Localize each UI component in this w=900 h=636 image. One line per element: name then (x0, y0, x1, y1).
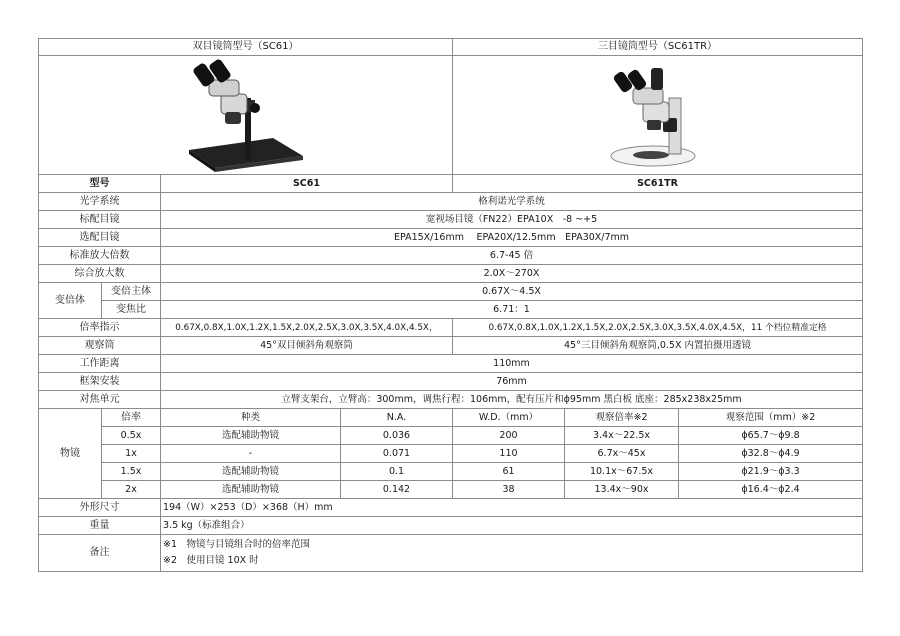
observation-tube-label: 观察筒 (39, 337, 161, 355)
objective-obs-mag: 10.1x～67.5x (565, 463, 679, 481)
objective-wd: 61 (453, 463, 565, 481)
objective-type: 选配辅助物镜 (161, 427, 341, 445)
weight-label: 重量 (39, 517, 161, 535)
notes-value (161, 535, 863, 572)
objective-wd: 38 (453, 481, 565, 499)
total-magnification-value: 2.0X～270X (161, 265, 863, 283)
objective-na: 0.071 (341, 445, 453, 463)
table-row (39, 463, 863, 481)
objective-type: - (161, 445, 341, 463)
zoom-ratio-label: 变焦比 (102, 301, 161, 319)
objective-mag: 1.5x (102, 463, 161, 481)
binocular-microscope-image (181, 58, 311, 172)
objective-obs-range: ϕ21.9～ϕ3.3 (679, 463, 863, 481)
zoom-main-value: 0.67X～4.5X (161, 283, 863, 301)
note-2: ※2 使用目镜 10X 时 (163, 555, 259, 566)
zoom-body-label: 变倍体 (39, 283, 102, 319)
table-row (39, 481, 863, 499)
zoom-main-label: 变倍主体 (102, 283, 161, 301)
objective-mag: 0.5x (102, 427, 161, 445)
objective-obs-range: ϕ16.4～ϕ2.4 (679, 481, 863, 499)
std-eyepiece-value: 宽视场目镜（FN22）EPA10X -8 ~+5 (161, 211, 863, 229)
working-distance-label: 工作距离 (39, 355, 161, 373)
objective-na: 0.1 (341, 463, 453, 481)
opt-eyepiece-value: EPA15X/16mm EPA20X/12.5mm EPA30X/7mm (161, 229, 863, 247)
objective-col-na: N.A. (341, 409, 453, 427)
focus-unit-label: 对焦单元 (39, 391, 161, 409)
note-1: ※1 物镜与目镜组合时的倍率范围 (163, 539, 311, 550)
objective-mag: 2x (102, 481, 161, 499)
model-label: 型号 (39, 175, 161, 193)
objective-obs-mag: 6.7x～45x (565, 445, 679, 463)
std-magnification-value: 6.7-45 倍 (161, 247, 863, 265)
table-row (39, 427, 863, 445)
objective-col-obs-range: 观察范围（mm）※2 (679, 409, 863, 427)
dimensions-label: 外形尺寸 (39, 499, 161, 517)
frame-mount-value: 76mm (161, 373, 863, 391)
optical-system-label: 光学系统 (39, 193, 161, 211)
objective-col-type: 种类 (161, 409, 341, 427)
objective-wd: 200 (453, 427, 565, 445)
trinocular-image-cell (453, 56, 863, 175)
opt-eyepiece-label: 选配目镜 (39, 229, 161, 247)
binocular-model-title: 双目镜筒型号（SC61） (39, 39, 453, 56)
binocular-image-cell (39, 56, 453, 175)
objective-na: 0.142 (341, 481, 453, 499)
objective-col-wd: W.D.（mm） (453, 409, 565, 427)
objective-type: 选配辅助物镜 (161, 481, 341, 499)
observation-tube-sc61tr: 45°三目倾斜角观察筒,0.5X 内置拍摄用透镜 (453, 337, 863, 355)
model-value-sc61: SC61 (161, 175, 453, 193)
spec-table (38, 38, 863, 572)
objective-obs-mag: 3.4x～22.5x (565, 427, 679, 445)
optical-system-value: 格利诺光学系统 (161, 193, 863, 211)
objective-col-mag: 倍率 (102, 409, 161, 427)
objective-obs-range: ϕ65.7～ϕ9.8 (679, 427, 863, 445)
total-magnification-label: 综合放大数 (39, 265, 161, 283)
objective-wd: 110 (453, 445, 565, 463)
working-distance-value: 110mm (161, 355, 863, 373)
trinocular-model-title: 三目镜筒型号（SC61TR） (453, 39, 863, 56)
weight-value: 3.5 kg（标准组合） (161, 517, 863, 535)
mag-indicator-sc61: 0.67X,0.8X,1.0X,1.2X,1.5X,2.0X,2.5X,3.0X,3.5X,4.0X,4.5X， (161, 319, 453, 337)
objective-label: 物镜 (39, 409, 102, 499)
notes-label: 备注 (39, 535, 161, 572)
focus-unit-value: 立臂支架台，立臂高：300mm，调焦行程：106mm，配有压片和ϕ95mm 黑白板 底座：285x238x25mm (161, 391, 863, 409)
std-eyepiece-label: 标配目镜 (39, 211, 161, 229)
objective-na: 0.036 (341, 427, 453, 445)
mag-indicator-label: 倍率指示 (39, 319, 161, 337)
objective-mag: 1x (102, 445, 161, 463)
std-magnification-label: 标准放大倍数 (39, 247, 161, 265)
frame-mount-label: 框架安装 (39, 373, 161, 391)
mag-indicator-sc61tr: 0.67X,0.8X,1.0X,1.2X,1.5X,2.0X,2.5X,3.0X,3.5X,4.0X,4.5X，11 个档位精准定格 (453, 319, 863, 337)
objective-obs-mag: 13.4x～90x (565, 481, 679, 499)
objective-obs-range: ϕ32.8～ϕ4.9 (679, 445, 863, 463)
objective-type: 选配辅助物镜 (161, 463, 341, 481)
model-value-sc61tr: SC61TR (453, 175, 863, 193)
dimensions-value: 194（W）×253（D）×368（H）mm (161, 499, 863, 517)
table-row (39, 445, 863, 463)
objective-col-obs-mag: 观察倍率※2 (565, 409, 679, 427)
trinocular-microscope-image (603, 58, 713, 172)
spec-sheet (38, 38, 862, 572)
observation-tube-sc61: 45°双目倾斜角观察筒 (161, 337, 453, 355)
zoom-ratio-value: 6.71：1 (161, 301, 863, 319)
